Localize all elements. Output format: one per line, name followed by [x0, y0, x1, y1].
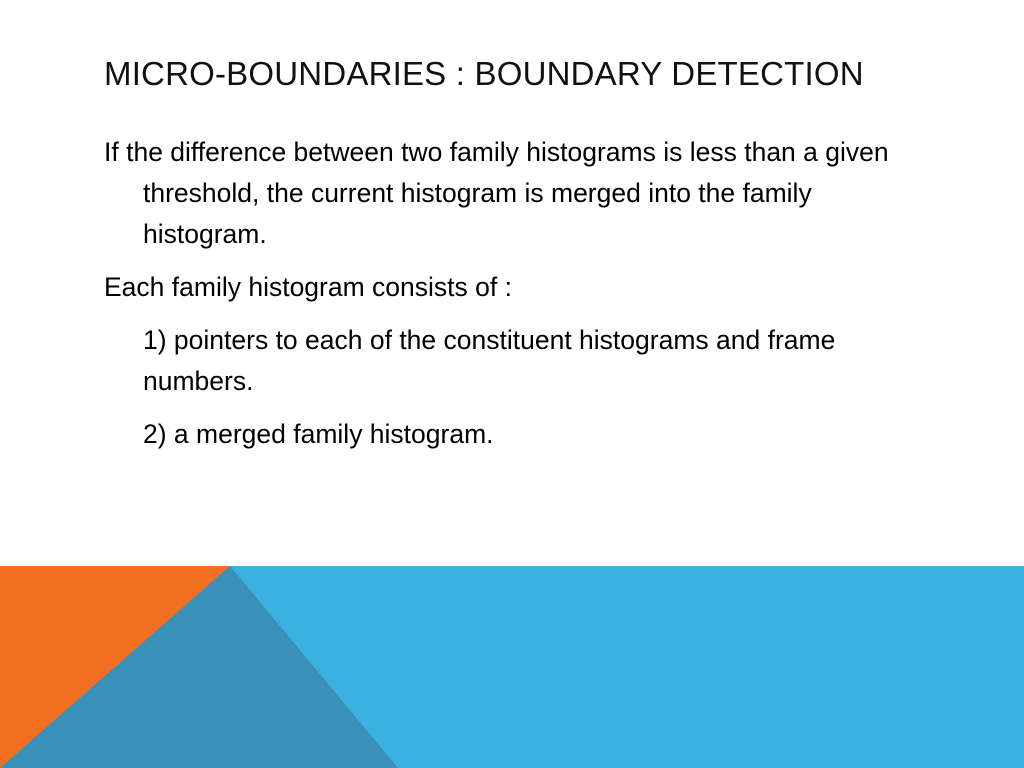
footer-shapes — [0, 566, 1024, 768]
slide-title: MICRO-BOUNDARIES : BOUNDARY DETECTION — [104, 55, 864, 92]
sub-item-pointers: 1) pointers to each of the constituent histograms and frame numbers. — [143, 325, 836, 396]
slide-body — [104, 132, 924, 467]
sub-item-merged-histogram: 2) a merged family histogram. — [143, 419, 494, 449]
paragraph-threshold: If the difference between two family histograms is less than a given threshold, the current histogram is merged into the family histogram. — [104, 137, 889, 249]
paragraph-family-consists: Each family histogram consists of : — [104, 272, 512, 302]
decorative-footer-band — [0, 566, 1024, 768]
